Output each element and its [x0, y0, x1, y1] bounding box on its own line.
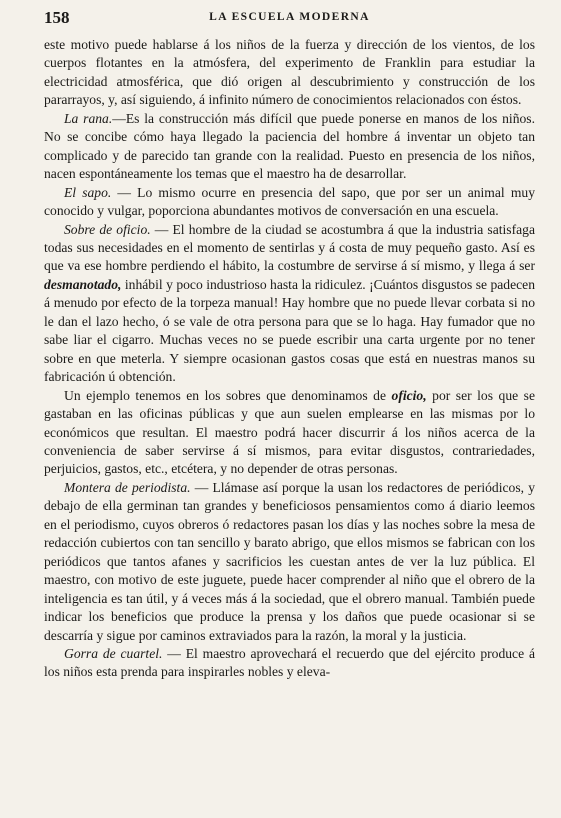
- paragraph: [44, 645, 535, 682]
- paragraph: [44, 184, 535, 221]
- text-run: — Llámase así porque la usan los redactores de periódicos, y debajo de ella germinan tan grandes y beneficiosos pensamientos como á diario leemos en el periodismo, cuyos obreros ó redactores pasan los días y las noches sobre la mesa de redacción cubiertos con tan sencillo y barato abrigo, que ellos mismos se fabrican con los periódicos que tantos afanes y sacrificios les cuestan antes de ver la luz pública. El maestro, con motivo de este juguete, puede hacer comprender al niño que el obrero de la inteligencia es tan útil, y á veces más á la sociedad, que el obrero manual. También puede indicar los beneficios que produce la prensa y los daños que puede ocasionar si se descarría y sigue por caminos extraviados para la razón, la moral y la justicia.: [44, 479, 535, 643]
- emphasis-text: Gorra de cuartel.: [64, 645, 163, 661]
- text-run: — El hombre de la ciudad se acostumbra á que la industria satisfaga todas sus necesidades en el momento de sentirlas y á costa de muy pequeño gasto. Así es que va ese hombre perdiendo el hábito, la costumbre de servirse á sí mismo, y llega á ser: [44, 221, 535, 274]
- text-run: Un ejemplo tenemos en los sobres que denominamos de: [64, 387, 392, 403]
- text-run: —Es la construcción más difícil que puede ponerse en manos de los niños. No se concibe cómo haya llegado la paciencia del hombre á inventar un objeto tan complicado y de parecido tan grande con la realidad. Puesto en presencia de los niños, nacen espontáneamente los temas que el maestro ha de desarrollar.: [44, 110, 535, 182]
- page-header: [44, 6, 535, 28]
- text-run: por ser los que se gastaban en las oficinas públicas y que aun suelen emplearse en las mismas por lo económicos que resultan. El maestro podrá hacer discurrir á los niños acerca de la conveniencia de saber servirse á sí mismos, para evitar disgustos, contrariedades, perjuicios, gastos, etc., etcétera, y no depender de otras personas.: [44, 387, 535, 477]
- running-head: LA ESCUELA MODERNA: [209, 11, 370, 23]
- body-text: [44, 36, 535, 682]
- paragraph: [44, 36, 535, 110]
- text-run: — El maestro aprovechará el recuerdo que del ejército produce á los niños esta prenda para inspirarles nobles y eleva-: [44, 645, 535, 680]
- emphasis-text: Sobre de oficio.: [64, 221, 151, 237]
- page-number: 158: [44, 8, 70, 27]
- emphasis-text: desmanotado,: [44, 276, 122, 292]
- text-run: inhábil y poco industrioso hasta la ridiculez. ¡Cuántos disgustos se padecen á menudo por efecto de la torpeza manual! Hay hombre que no puede llevar corbata si no le dan el lazo hecho, ó se vale de otra persona para que se lo haga. Hay fumador que no sabe liar el cigarro. Muchas veces no se puede escribir una carta urgente por no tener sobre en que meterla. Y siempre ocasionan gastos cosas que está en nuestras manos su fabricación ú obtención.: [44, 276, 535, 385]
- emphasis-text: Montera de periodista.: [64, 479, 191, 495]
- paragraph: [44, 110, 535, 184]
- paragraph: [44, 479, 535, 645]
- paragraph: [44, 387, 535, 479]
- text-run: — Lo mismo ocurre en presencia del sapo, que por ser un animal muy conocido y vulgar, poporciona abundantes motivos de conversación en una escuela.: [44, 184, 535, 219]
- emphasis-text: La rana.: [64, 110, 113, 126]
- emphasis-text: El sapo.: [64, 184, 112, 200]
- text-run: este motivo puede hablarse á los niños de la fuerza y dirección de los vientos, de los cuerpos flotantes en la atmósfera, del experimento de Franklin para estudiar la electricidad atmosférica, que dió origen al descubrimiento y construcción de los pararrayos, y, así siguiendo, á infinito número de conocimientos relacionados con éstos.: [44, 37, 535, 108]
- paragraph: [44, 221, 535, 387]
- emphasis-text: oficio,: [391, 387, 427, 403]
